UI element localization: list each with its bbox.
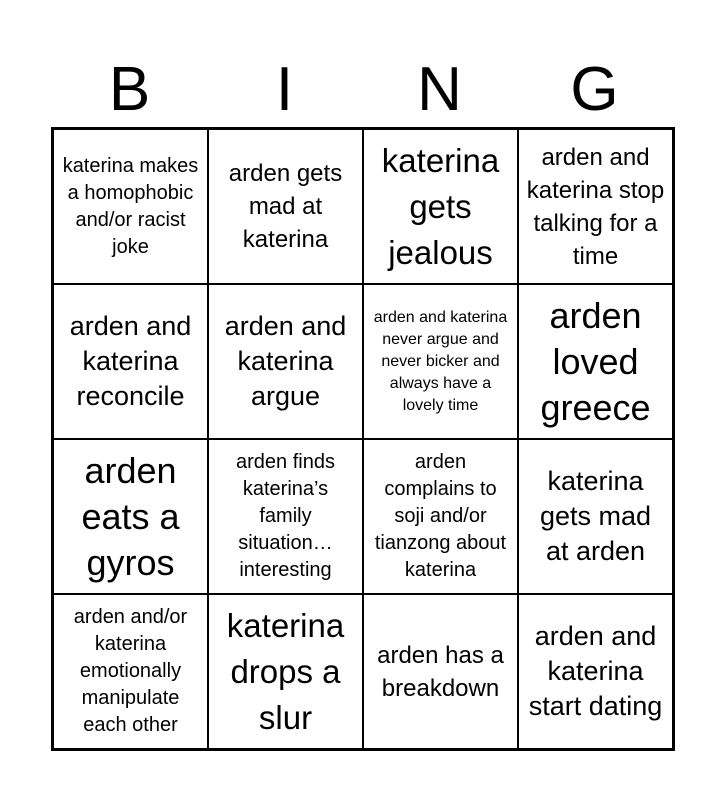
header-letter-b: B bbox=[108, 55, 151, 124]
bingo-cell[interactable] bbox=[208, 594, 363, 749]
cell-text: arden and katerina start dating bbox=[528, 621, 663, 721]
cell-text: arden eats a gyros bbox=[81, 449, 180, 583]
cell-text: arden and katerina argue bbox=[224, 311, 347, 411]
cell-text: arden and/or katerina emotionally manipulate each other bbox=[73, 606, 188, 736]
bingo-cell[interactable] bbox=[53, 594, 208, 749]
cell-text: katerina drops a slur bbox=[226, 606, 345, 736]
bingo-cell[interactable] bbox=[363, 284, 518, 439]
header-letter-i: I bbox=[275, 55, 294, 124]
bingo-cell[interactable] bbox=[208, 129, 363, 284]
bingo-cell[interactable] bbox=[208, 439, 363, 594]
bingo-cell[interactable] bbox=[363, 129, 518, 284]
cell-text: arden has a breakdown bbox=[377, 641, 504, 702]
cell-text: arden and katerina never argue and never bicker and always have a lovely time bbox=[373, 308, 508, 414]
bingo-cell[interactable] bbox=[518, 439, 673, 594]
bingo-cell[interactable] bbox=[363, 439, 518, 594]
bingo-cell[interactable] bbox=[53, 284, 208, 439]
cell-text: arden loved greece bbox=[540, 294, 651, 428]
cell-text: arden and katerina stop talking for a time bbox=[526, 143, 665, 270]
bingo-header bbox=[52, 52, 672, 128]
cell-text: arden gets mad at katerina bbox=[228, 160, 343, 253]
header-letter-n: N bbox=[417, 55, 462, 124]
bingo-cell[interactable] bbox=[53, 129, 208, 284]
bingo-board bbox=[51, 127, 675, 751]
bingo-cell[interactable] bbox=[53, 439, 208, 594]
cell-text: katerina gets mad at arden bbox=[539, 466, 652, 566]
bingo-cell[interactable] bbox=[518, 129, 673, 284]
bingo-cell[interactable] bbox=[518, 594, 673, 749]
cell-text: arden finds katerina’s family situation… interesting bbox=[236, 451, 335, 581]
header-letter-g: G bbox=[570, 55, 619, 124]
bingo-cell[interactable] bbox=[363, 594, 518, 749]
cell-text: katerina gets jealous bbox=[381, 141, 500, 271]
bingo-cell[interactable] bbox=[518, 284, 673, 439]
cell-text: katerina makes a homophobic and/or racist joke bbox=[62, 154, 199, 258]
cell-text: arden and katerina reconcile bbox=[69, 311, 192, 411]
bingo-cell[interactable] bbox=[208, 284, 363, 439]
cell-text: arden complains to soji and/or tianzong about katerina bbox=[374, 451, 507, 581]
